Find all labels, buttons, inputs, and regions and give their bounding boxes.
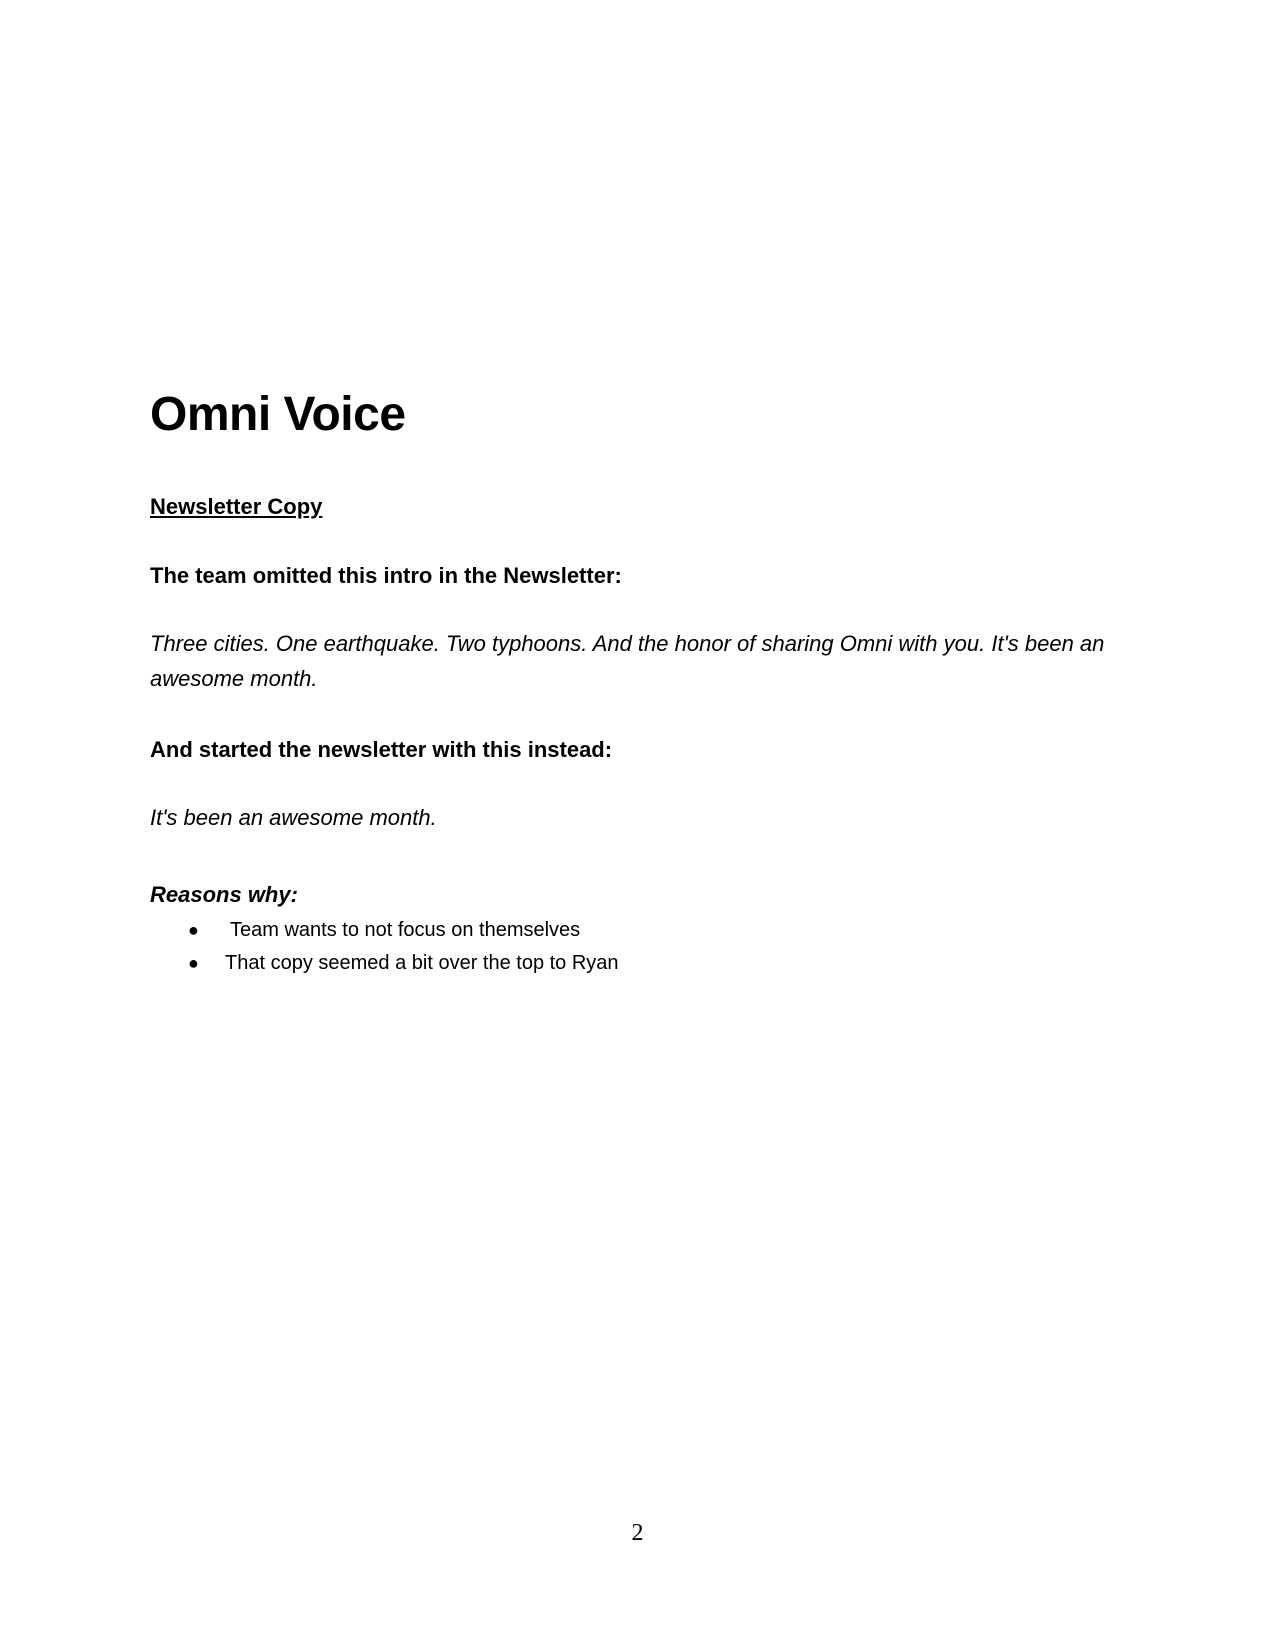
replacement-text: It's been an awesome month. (150, 805, 437, 830)
bullet-icon: ● (188, 920, 199, 940)
reasons-label: Reasons why: (150, 882, 298, 907)
reason-text: Team wants to not focus on themselves (230, 919, 581, 941)
bullet-icon: ● (188, 953, 199, 973)
reason-text: That copy seemed a bit over the top to Ryan (225, 952, 619, 974)
page-number: 2 (631, 1520, 644, 1546)
omitted-intro-text: Three cities. One earthquake. Two typhoons. And the honor of sharing Omni with you. It's been an awesome month. (150, 631, 1105, 691)
replacement-label: And started the newsletter with this instead: (150, 737, 613, 762)
document-title: Omni Voice (150, 388, 406, 441)
omitted-intro-label: The team omitted this intro in the Newsletter: (150, 563, 622, 588)
section-heading: Newsletter Copy (150, 494, 323, 519)
